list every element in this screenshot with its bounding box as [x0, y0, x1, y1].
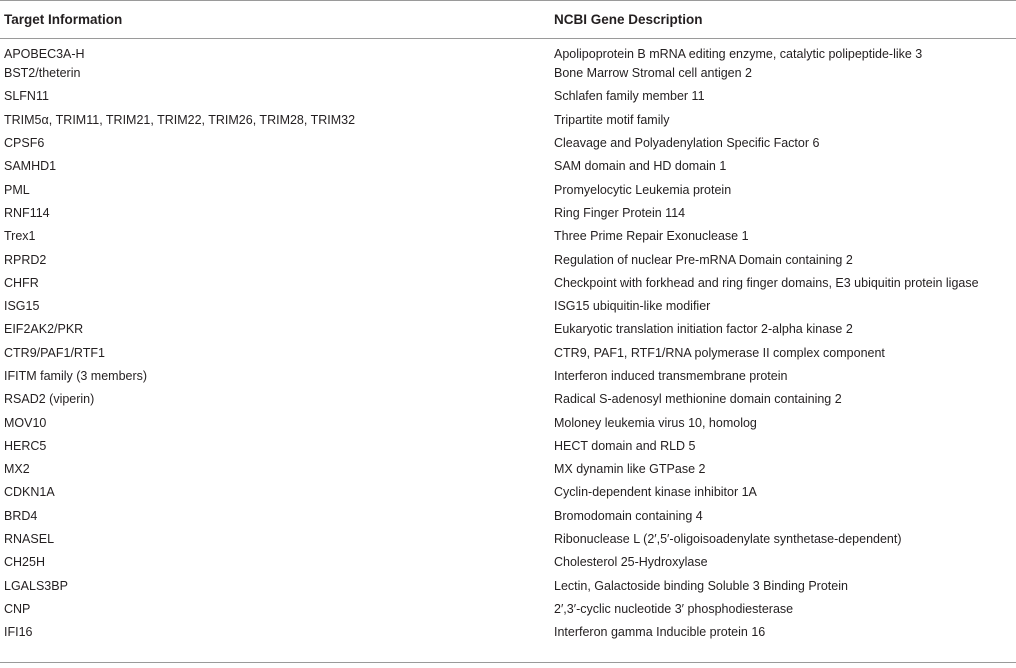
table-row — [0, 295, 1016, 318]
target-information-cell: Trex1 — [4, 229, 36, 244]
table-row — [0, 435, 1016, 458]
table-row — [0, 551, 1016, 574]
table-row — [0, 85, 1016, 108]
gene-description-cell: MX dynamin like GTPase 2 — [554, 462, 706, 477]
target-information-cell: CHFR — [4, 275, 39, 290]
target-information-cell: CPSF6 — [4, 136, 45, 151]
table-row — [0, 575, 1016, 598]
gene-description-cell: Apolipoprotein B mRNA editing enzyme, catalytic polipeptide-like 3 — [554, 47, 923, 61]
gene-description-cell: 2′,3′-cyclic nucleotide 3′ phosphodiesterase — [554, 601, 794, 616]
target-information-cell: RSAD2 (viperin) — [4, 392, 95, 407]
table-row — [0, 155, 1016, 178]
target-information-cell: IFI16 — [4, 625, 33, 640]
gene-description-cell: Tripartite motif family — [554, 112, 670, 127]
gene-description-cell: Promyelocytic Leukemia protein — [554, 182, 732, 197]
gene-description-cell: HECT domain and RLD 5 — [554, 438, 696, 453]
target-information-cell: RNASEL — [4, 532, 55, 547]
gene-description-cell: Cholesterol 25-Hydroxylase — [554, 555, 708, 570]
table-row — [0, 178, 1016, 201]
table-row — [0, 528, 1016, 551]
table-row — [0, 39, 1016, 63]
gene-description-cell: Cleavage and Polyadenylation Specific Factor 6 — [554, 136, 820, 151]
gene-description-cell: Lectin, Galactoside binding Soluble 3 Binding Protein — [554, 578, 848, 593]
header-ncbi-gene-description: NCBI Gene Description — [554, 12, 703, 27]
header-row — [0, 1, 1016, 39]
bottom-rule — [0, 662, 1016, 663]
table-row — [0, 132, 1016, 155]
table-row — [0, 365, 1016, 388]
target-information-cell: RPRD2 — [4, 252, 47, 267]
target-information-cell: CNP — [4, 601, 31, 616]
table-row — [0, 598, 1016, 621]
table-row — [0, 505, 1016, 528]
gene-description-cell: Schlafen family member 11 — [554, 89, 705, 104]
target-information-cell: IFITM family (3 members) — [4, 369, 148, 383]
target-information-cell: SAMHD1 — [4, 159, 57, 174]
gene-description-cell: Bone Marrow Stromal cell antigen 2 — [554, 66, 753, 81]
target-information-cell: BST2/theterin — [4, 66, 81, 81]
table-row — [0, 202, 1016, 225]
table-row — [0, 109, 1016, 132]
target-information-cell: MOV10 — [4, 415, 47, 430]
table-row — [0, 388, 1016, 411]
gene-description-cell: Ring Finger Protein 114 — [554, 205, 686, 220]
gene-description-cell: Checkpoint with forkhead and ring finger domains, E3 ubiquitin protein ligase — [554, 275, 979, 290]
table-row — [0, 621, 1016, 644]
target-information-cell: TRIM5α, TRIM11, TRIM21, TRIM22, TRIM26, TRIM28, TRIM32 — [4, 112, 356, 127]
target-information-cell: BRD4 — [4, 508, 38, 523]
target-information-cell: CTR9/PAF1/RTF1 — [4, 345, 105, 360]
table-row — [0, 481, 1016, 504]
table-row — [0, 411, 1016, 434]
gene-description-cell: ISG15 ubiquitin-like modifier — [554, 299, 711, 314]
gene-description-cell: Regulation of nuclear Pre-mRNA Domain containing 2 — [554, 252, 853, 267]
target-information-cell: CDKN1A — [4, 485, 55, 500]
target-information-cell: ISG15 — [4, 299, 40, 314]
table-row — [0, 62, 1016, 85]
gene-description-cell: Bromodomain containing 4 — [554, 508, 703, 523]
gene-description-cell: Interferon induced transmembrane protein — [554, 369, 788, 383]
target-information-cell: EIF2AK2/PKR — [4, 322, 84, 337]
table-body — [0, 39, 1016, 645]
gene-description-cell: CTR9, PAF1, RTF1/RNA polymerase II complex component — [554, 345, 885, 360]
header-target-information: Target Information — [4, 12, 123, 27]
gene-description-cell: Eukaryotic translation initiation factor 2-alpha kinase 2 — [554, 322, 853, 337]
target-information-cell: RNF114 — [4, 205, 50, 220]
table-header — [0, 1, 1016, 39]
gene-description-cell: Three Prime Repair Exonuclease 1 — [554, 229, 749, 244]
gene-description-cell: Radical S-adenosyl methionine domain containing 2 — [554, 392, 842, 407]
table-row — [0, 318, 1016, 341]
target-information-cell: LGALS3BP — [4, 578, 68, 593]
gene-description-cell: Ribonuclease L (2′,5′-oligoisoadenylate synthetase-dependent) — [554, 532, 902, 547]
target-information-cell: PML — [4, 182, 30, 197]
target-information-cell: SLFN11 — [4, 89, 49, 104]
gene-description-cell: Interferon gamma Inducible protein 16 — [554, 625, 766, 640]
gene-description-cell: Moloney leukemia virus 10, homolog — [554, 415, 757, 430]
gene-description-cell: SAM domain and HD domain 1 — [554, 159, 727, 174]
target-information-cell: CH25H — [4, 555, 45, 570]
table-row — [0, 342, 1016, 365]
target-information-cell: APOBEC3A-H — [4, 47, 85, 61]
table-row — [0, 225, 1016, 248]
target-information-cell: MX2 — [4, 462, 30, 477]
table-row — [0, 248, 1016, 271]
table-row — [0, 272, 1016, 295]
gene-description-cell: Cyclin-dependent kinase inhibitor 1A — [554, 485, 757, 500]
table-row — [0, 458, 1016, 481]
target-information-cell: HERC5 — [4, 438, 47, 453]
